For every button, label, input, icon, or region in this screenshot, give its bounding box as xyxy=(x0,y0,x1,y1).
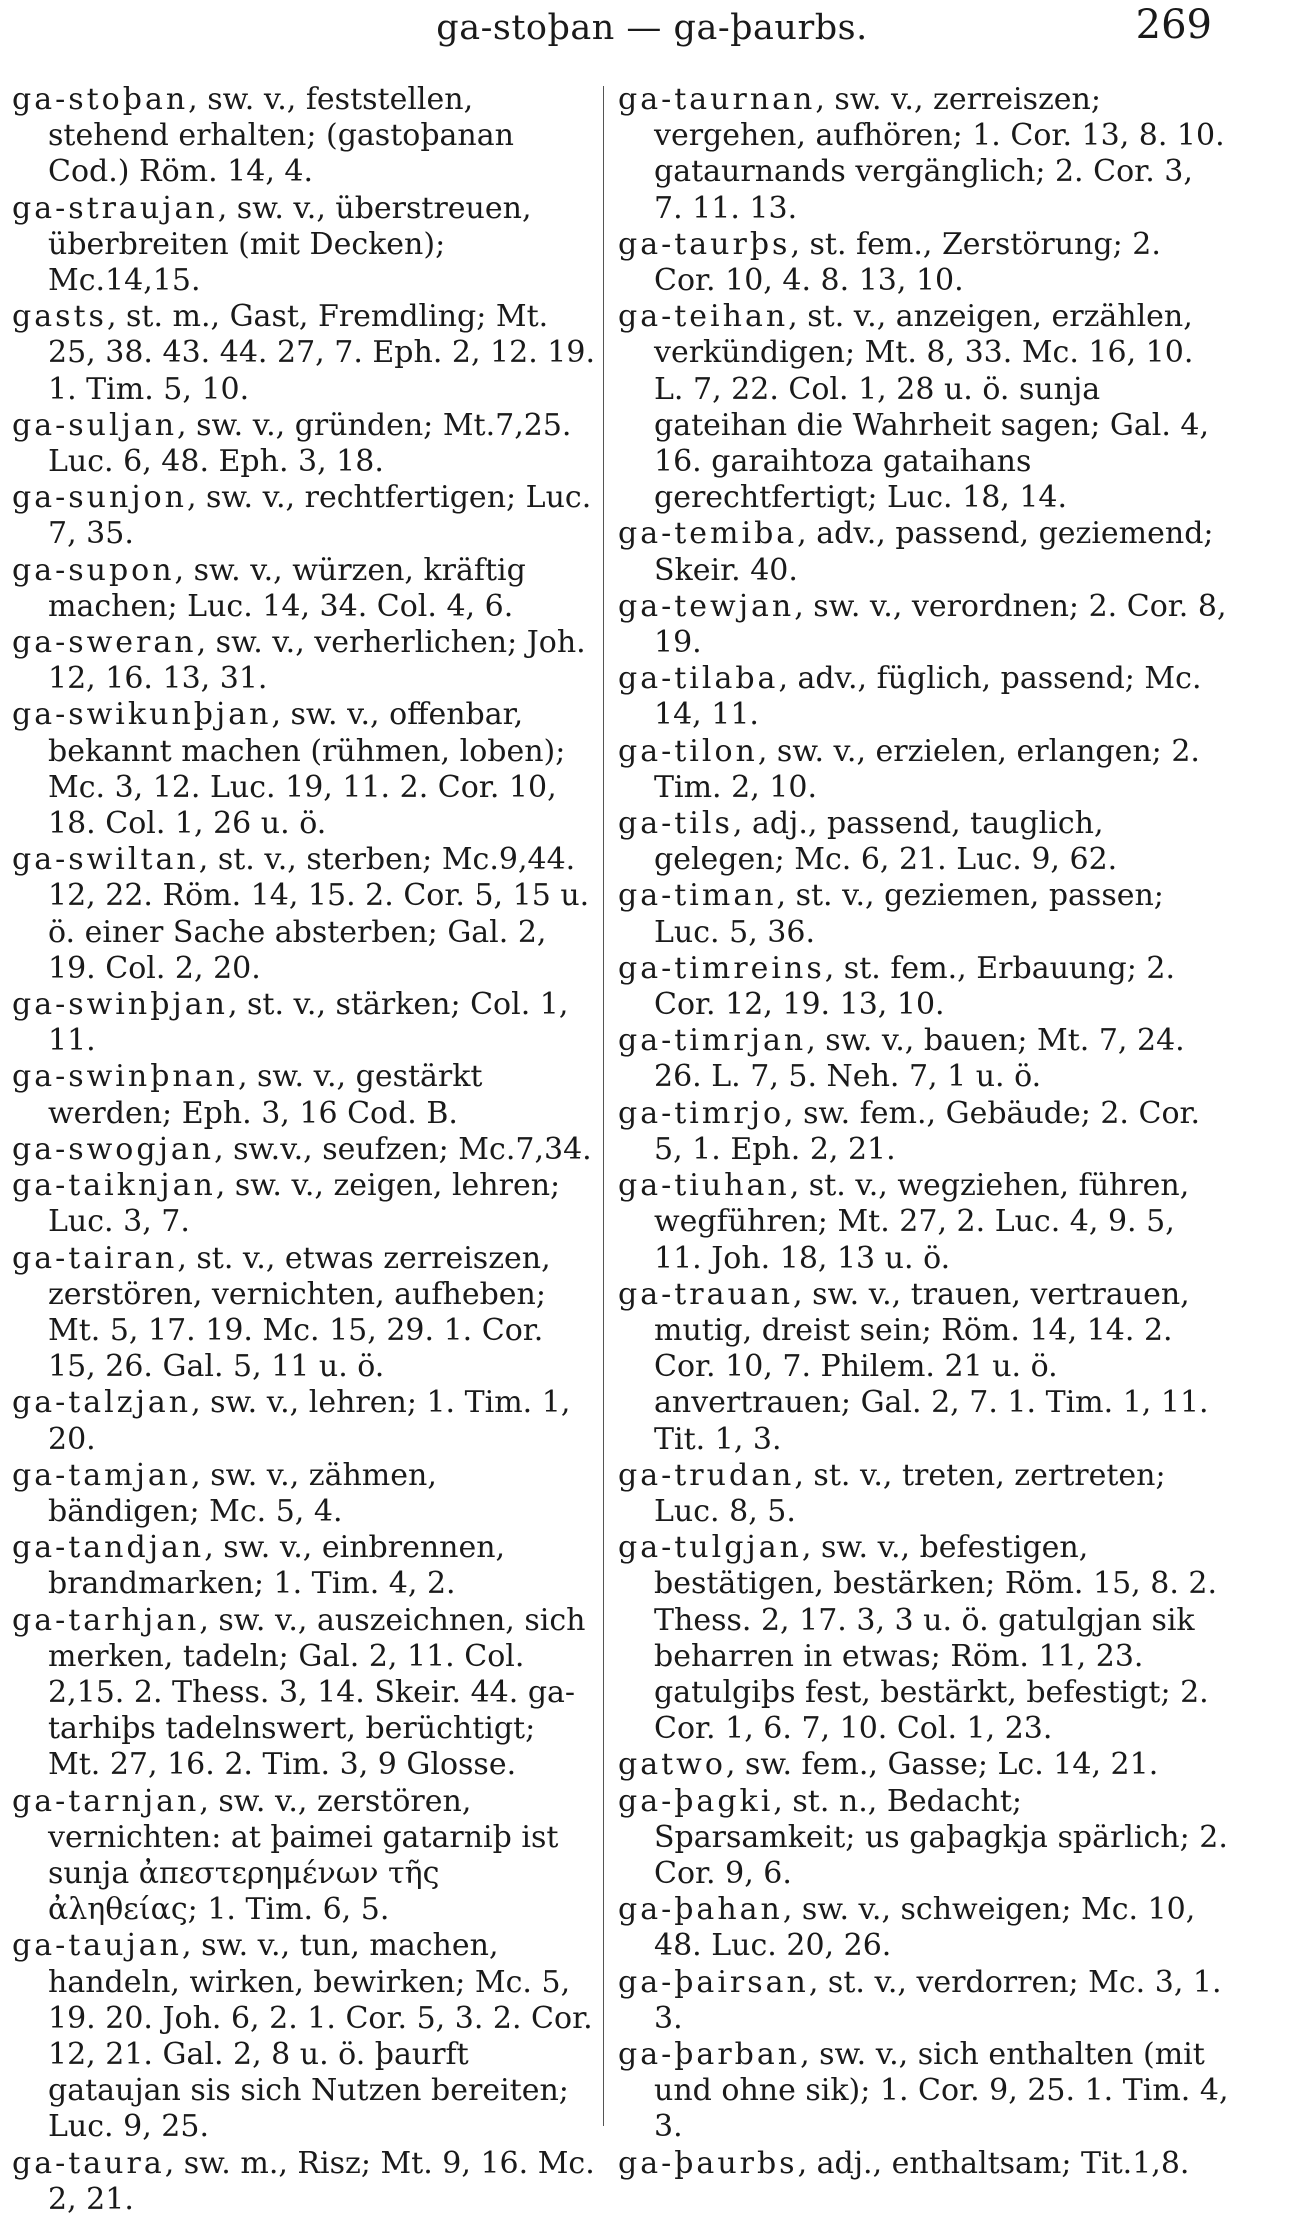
entry-definition: , st. v., treten, zertreten; Luc. 8, 5. xyxy=(654,1457,1166,1529)
dictionary-entry xyxy=(12,408,597,480)
entry-headword: ga-teihan xyxy=(618,299,789,335)
entry-headword: ga-taura xyxy=(12,2145,165,2181)
entry-headword: ga-suljan xyxy=(12,407,178,443)
entry-definition: , sw. fem., Gasse; Lc. 14, 21. xyxy=(725,1747,1159,1783)
entry-headword: ga-tamjan xyxy=(12,1457,192,1493)
dictionary-entry xyxy=(618,1784,1230,1893)
entry-definition: , st. v., sterben; Mc.9,44. 12, 22. Röm. 14, 15. 2. Cor. 5, 15 u. ö. einer Sache absterben; Gal. 2, 19. Col. 2, 20. xyxy=(48,842,590,986)
dictionary-entry xyxy=(12,987,597,1059)
dictionary-entry xyxy=(12,82,597,191)
dictionary-entry xyxy=(618,2146,1230,2182)
entry-headword: ga-þahan xyxy=(618,1892,783,1928)
right-column xyxy=(618,82,1230,2182)
dictionary-entry xyxy=(618,1277,1230,1458)
entry-definition: , sw. m., Risz; Mt. 9, 16. Mc. 2, 21. xyxy=(48,2145,595,2217)
dictionary-entry xyxy=(618,1747,1230,1783)
entry-definition: , sw. v., zerstören, vernichten: at þaimei gatarniþ ist sunja ἀπεστερημένων τῆς ἀληθείας; 1. Tim. 6, 5. xyxy=(48,1783,559,1928)
entry-headword: ga-taiknjan xyxy=(12,1168,216,1204)
entry-definition: , adv., passend, geziemend; Skeir. 40. xyxy=(654,516,1214,588)
entry-definition: , sw. v., einbrennen, brandmarken; 1. Tim. 4, 2. xyxy=(48,1530,506,1602)
entry-headword: ga-þagki xyxy=(618,1783,774,1819)
dictionary-entry xyxy=(12,299,597,408)
entry-definition: , sw. v., tun, machen, handeln, wirken, bewirken; Mc. 5, 19. 20. Joh. 6, 2. 1. Cor. 5, 3. 2. Cor. 12, 21. Gal. 2, 8 u. ö. þaurft gataujan sis sich Nutzen bereiten; Luc. 9, 25. xyxy=(48,1928,593,2145)
entry-definition: , adv., füglich, passend; Mc. 14, 11. xyxy=(654,661,1202,733)
entry-definition: , st. v., stärken; Col. 1, 11. xyxy=(48,987,569,1059)
dictionary-entry xyxy=(12,480,597,552)
entry-definition: , sw. v., befestigen, bestätigen, bestärken; Röm. 15, 8. 2. Thess. 2, 17. 3, 3 u. ö. gatulgjan sik beharren in etwas; Röm. 11, 23. gatulgiþs fest, bestärkt, befestigt; 2. Cor. 1, 6. 7, 10. Col. 1, 23. xyxy=(654,1530,1218,1747)
dictionary-entry xyxy=(618,1096,1230,1168)
dictionary-entry xyxy=(618,1530,1230,1747)
entry-headword: ga-timan xyxy=(618,878,777,914)
entry-definition: , st. v., anzeigen, erzählen, verkündigen; Mt. 8, 33. Mc. 16, 10. L. 7, 22. Col. 1, 28 u. ö. sunja gateihan die Wahrheit sagen; Gal. 4, 16. garaihtoza gataihans gerechtfertigt; Luc. 18, 14. xyxy=(654,299,1210,516)
dictionary-entry xyxy=(12,697,597,842)
entry-headword: ga-stoþan xyxy=(12,82,189,117)
dictionary-entry xyxy=(12,1530,597,1602)
entry-headword: ga-tandjan xyxy=(12,1530,205,1566)
entry-definition: , sw. v., feststellen, stehend erhalten; (gastoþanan Cod.) Röm. 14, 4. xyxy=(48,82,514,190)
entry-headword: ga-talzjan xyxy=(12,1385,192,1421)
dictionary-entry xyxy=(12,191,597,300)
entry-headword: ga-taujan xyxy=(12,1928,182,1964)
entry-definition: , st. fem., Zerstörung; 2. Cor. 10, 4. 8. 13, 10. xyxy=(654,226,1161,299)
entry-definition: , sw. v., würzen, kräftig machen; Luc. 14, 34. Col. 4, 6. xyxy=(48,552,526,624)
dictionary-entry xyxy=(618,299,1230,516)
dictionary-entry xyxy=(618,878,1230,950)
dictionary-entry xyxy=(12,1784,597,1929)
entry-definition: , st. n., Bedacht; Sparsamkeit; us gaþagkja spärlich; 2. Cor. 9, 6. xyxy=(654,1783,1228,1891)
entry-headword: ga-tils xyxy=(618,806,733,842)
entry-definition: , adj., passend, tauglich, gelegen; Mc. 6, 21. Luc. 9, 62. xyxy=(654,806,1118,878)
dictionary-entry xyxy=(12,553,597,625)
entry-headword: ga-tewjan xyxy=(618,588,795,624)
entry-headword: gasts xyxy=(12,299,107,335)
dictionary-entry xyxy=(12,1168,597,1240)
dictionary-entry xyxy=(618,951,1230,1023)
entry-definition: , st. fem., Erbauung; 2. Cor. 12, 19. 13, 10. xyxy=(654,950,1176,1023)
dictionary-entry xyxy=(12,1385,597,1457)
dictionary-entry xyxy=(618,82,1230,227)
entry-headword: ga-trauan xyxy=(618,1276,794,1312)
entry-definition: , sw. v., zerreiszen; vergehen, aufhören; 1. Cor. 13, 8. 10. gataurnands vergänglich; 2. Cor. 3, 7. 11. 13. xyxy=(654,82,1225,226)
entry-definition: , sw.v., seufzen; Mc.7,34. xyxy=(214,1131,592,1167)
entry-definition: , sw. v., auszeichnen, sich merken, tadeln; Gal. 2, 11. Col. 2,15. 2. Thess. 3, 14. Skeir. 44. ga-tarhiþs tadelnswert, berüchtigt; Mt. 27, 16. 2. Tim. 3, 9 Glosse. xyxy=(48,1602,586,1783)
entry-headword: ga-swinþjan xyxy=(12,987,228,1023)
dictionary-entry xyxy=(618,734,1230,806)
entry-definition: , sw. v., schweigen; Mc. 10, 48. Luc. 20, 26. xyxy=(654,1892,1196,1964)
entry-definition: , sw. v., erzielen, erlangen; 2. Tim. 2, 10. xyxy=(654,733,1200,805)
dictionary-entry xyxy=(618,516,1230,588)
dictionary-entry xyxy=(12,1458,597,1530)
entry-definition: , st. v., verdorren; Mc. 3, 1. 3. xyxy=(654,1964,1222,2036)
entry-headword: ga-swiltan xyxy=(12,842,199,878)
dictionary-entry xyxy=(12,625,597,697)
dictionary-entry xyxy=(12,1132,597,1168)
entry-headword: ga-þairsan xyxy=(618,1964,809,2000)
entry-definition: , sw. v., rechtfertigen; Luc. 7, 35. xyxy=(48,480,592,552)
entry-definition: , sw. v., gründen; Mt.7,25. Luc. 6, 48. Eph. 3, 18. xyxy=(48,407,572,480)
dictionary-entry xyxy=(12,1059,597,1131)
entry-headword: ga-tairan xyxy=(12,1240,178,1276)
entry-headword: ga-timrjo xyxy=(618,1095,785,1131)
entry-definition: , sw. v., zeigen, lehren; Luc. 3, 7. xyxy=(48,1168,561,1240)
entry-definition: , sw. v., offenbar, bekannt machen (rühmen, loben); Mc. 3, 12. Luc. 19, 11. 2. Cor. 10, 18. Col. 1, 26 u. ö. xyxy=(48,697,566,842)
entry-headword: ga-þaurbs xyxy=(618,2145,798,2181)
entry-headword: ga-taurþs xyxy=(618,226,791,262)
entry-definition: , sw. v., lehren; 1. Tim. 1, 20. xyxy=(48,1385,571,1457)
entry-definition: , sw. v., verherlichen; Joh. 12, 16. 13, 31. xyxy=(48,625,586,697)
entry-headword: ga-tarhjan xyxy=(12,1602,200,1638)
entry-headword: ga-swinþnan xyxy=(12,1059,238,1095)
entry-definition: , sw. fem., Gebäude; 2. Cor. 5, 1. Eph. 2, 21. xyxy=(654,1095,1201,1167)
dictionary-entry xyxy=(12,1928,597,2145)
entry-definition: , sw. v., zähmen, bändigen; Mc. 5, 4. xyxy=(48,1457,437,1529)
dictionary-entry xyxy=(618,806,1230,878)
entry-definition: , adj., enthaltsam; Tit.1,8. xyxy=(797,2145,1190,2181)
dictionary-entry xyxy=(12,2146,597,2218)
dictionary-entry xyxy=(618,661,1230,733)
entry-headword: ga-swogjan xyxy=(12,1131,215,1167)
column-divider xyxy=(603,86,604,2126)
entry-headword: ga-swikunþjan xyxy=(12,697,272,733)
dictionary-entry xyxy=(618,227,1230,299)
entry-definition: , sw. v., verordnen; 2. Cor. 8, 19. xyxy=(654,588,1227,661)
entry-headword: ga-temiba xyxy=(618,516,798,552)
entry-headword: ga-straujan xyxy=(12,190,218,226)
entry-definition: , sw. v., sich enthalten (mit und ohne sik); 1. Cor. 9, 25. 1. Tim. 4, 3. xyxy=(654,2036,1229,2145)
page-number: 269 xyxy=(1135,2,1212,48)
entry-definition: , st. v., etwas zerreiszen, zerstören, vernichten, aufheben; Mt. 5, 17. 19. Mc. 15, 29. 1. Cor. 15, 26. Gal. 5, 11 u. ö. xyxy=(48,1240,551,1385)
entry-headword: ga-trudan xyxy=(618,1457,795,1493)
entry-headword: ga-timrjan xyxy=(618,1023,807,1059)
dictionary-entry xyxy=(618,1168,1230,1277)
entry-definition: , sw. v., bauen; Mt. 7, 24. 26. L. 7, 5. Neh. 7, 1 u. ö. xyxy=(654,1023,1185,1095)
dictionary-entry xyxy=(618,1965,1230,2037)
page-header xyxy=(0,0,1304,72)
running-head: ga-stoþan — ga-þaurbs. xyxy=(436,8,868,48)
entry-headword: ga-taurnan xyxy=(618,82,816,117)
dictionary-entry xyxy=(618,2037,1230,2146)
entry-headword: ga-sunjon xyxy=(12,480,187,516)
dictionary-entry xyxy=(12,1603,597,1784)
entry-definition: , st. v., geziemen, passen; Luc. 5, 36. xyxy=(654,878,1164,950)
entry-headword: ga-tilon xyxy=(618,733,758,769)
entry-headword: ga-þarban xyxy=(618,2036,801,2072)
dictionary-entry xyxy=(12,1241,597,1386)
entry-definition: , sw. v., überstreuen, überbreiten (mit Decken); Mc.14,15. xyxy=(48,190,532,299)
entry-headword: ga-supon xyxy=(12,552,175,588)
dictionary-entry xyxy=(12,842,597,987)
entry-headword: ga-sweran xyxy=(12,625,197,661)
entry-definition: , st. m., Gast, Fremdling; Mt. 25, 38. 43. 44. 27, 7. Eph. 2, 12. 19. 1. Tim. 5, 10. xyxy=(48,299,596,407)
entry-headword: ga-timreins xyxy=(618,950,825,986)
dictionary-entry xyxy=(618,589,1230,661)
entry-headword: ga-tulgjan xyxy=(618,1530,802,1566)
dictionary-entry xyxy=(618,1892,1230,1964)
entry-definition: , sw. v., trauen, vertrauen, mutig, dreist sein; Röm. 14, 14. 2. Cor. 10, 7. Philem. 21 u. ö. anvertrauen; Gal. 2, 7. 1. Tim. 1, 11. Tit. 1, 3. xyxy=(654,1276,1209,1457)
entry-headword: ga-tilaba xyxy=(618,661,779,697)
entry-headword: ga-tarnjan xyxy=(12,1783,200,1819)
entry-headword: gatwo xyxy=(618,1747,726,1783)
left-column xyxy=(12,82,597,2218)
entry-definition: , sw. v., gestärkt werden; Eph. 3, 16 Cod. B. xyxy=(48,1059,483,1131)
dictionary-entry xyxy=(618,1023,1230,1095)
dictionary-entry xyxy=(618,1458,1230,1530)
entry-definition: , st. v., wegziehen, führen, wegführen; Mt. 27, 2. Luc. 4, 9. 5, 11. Joh. 18, 13 u. ö. xyxy=(654,1168,1190,1276)
entry-headword: ga-tiuhan xyxy=(618,1168,790,1204)
